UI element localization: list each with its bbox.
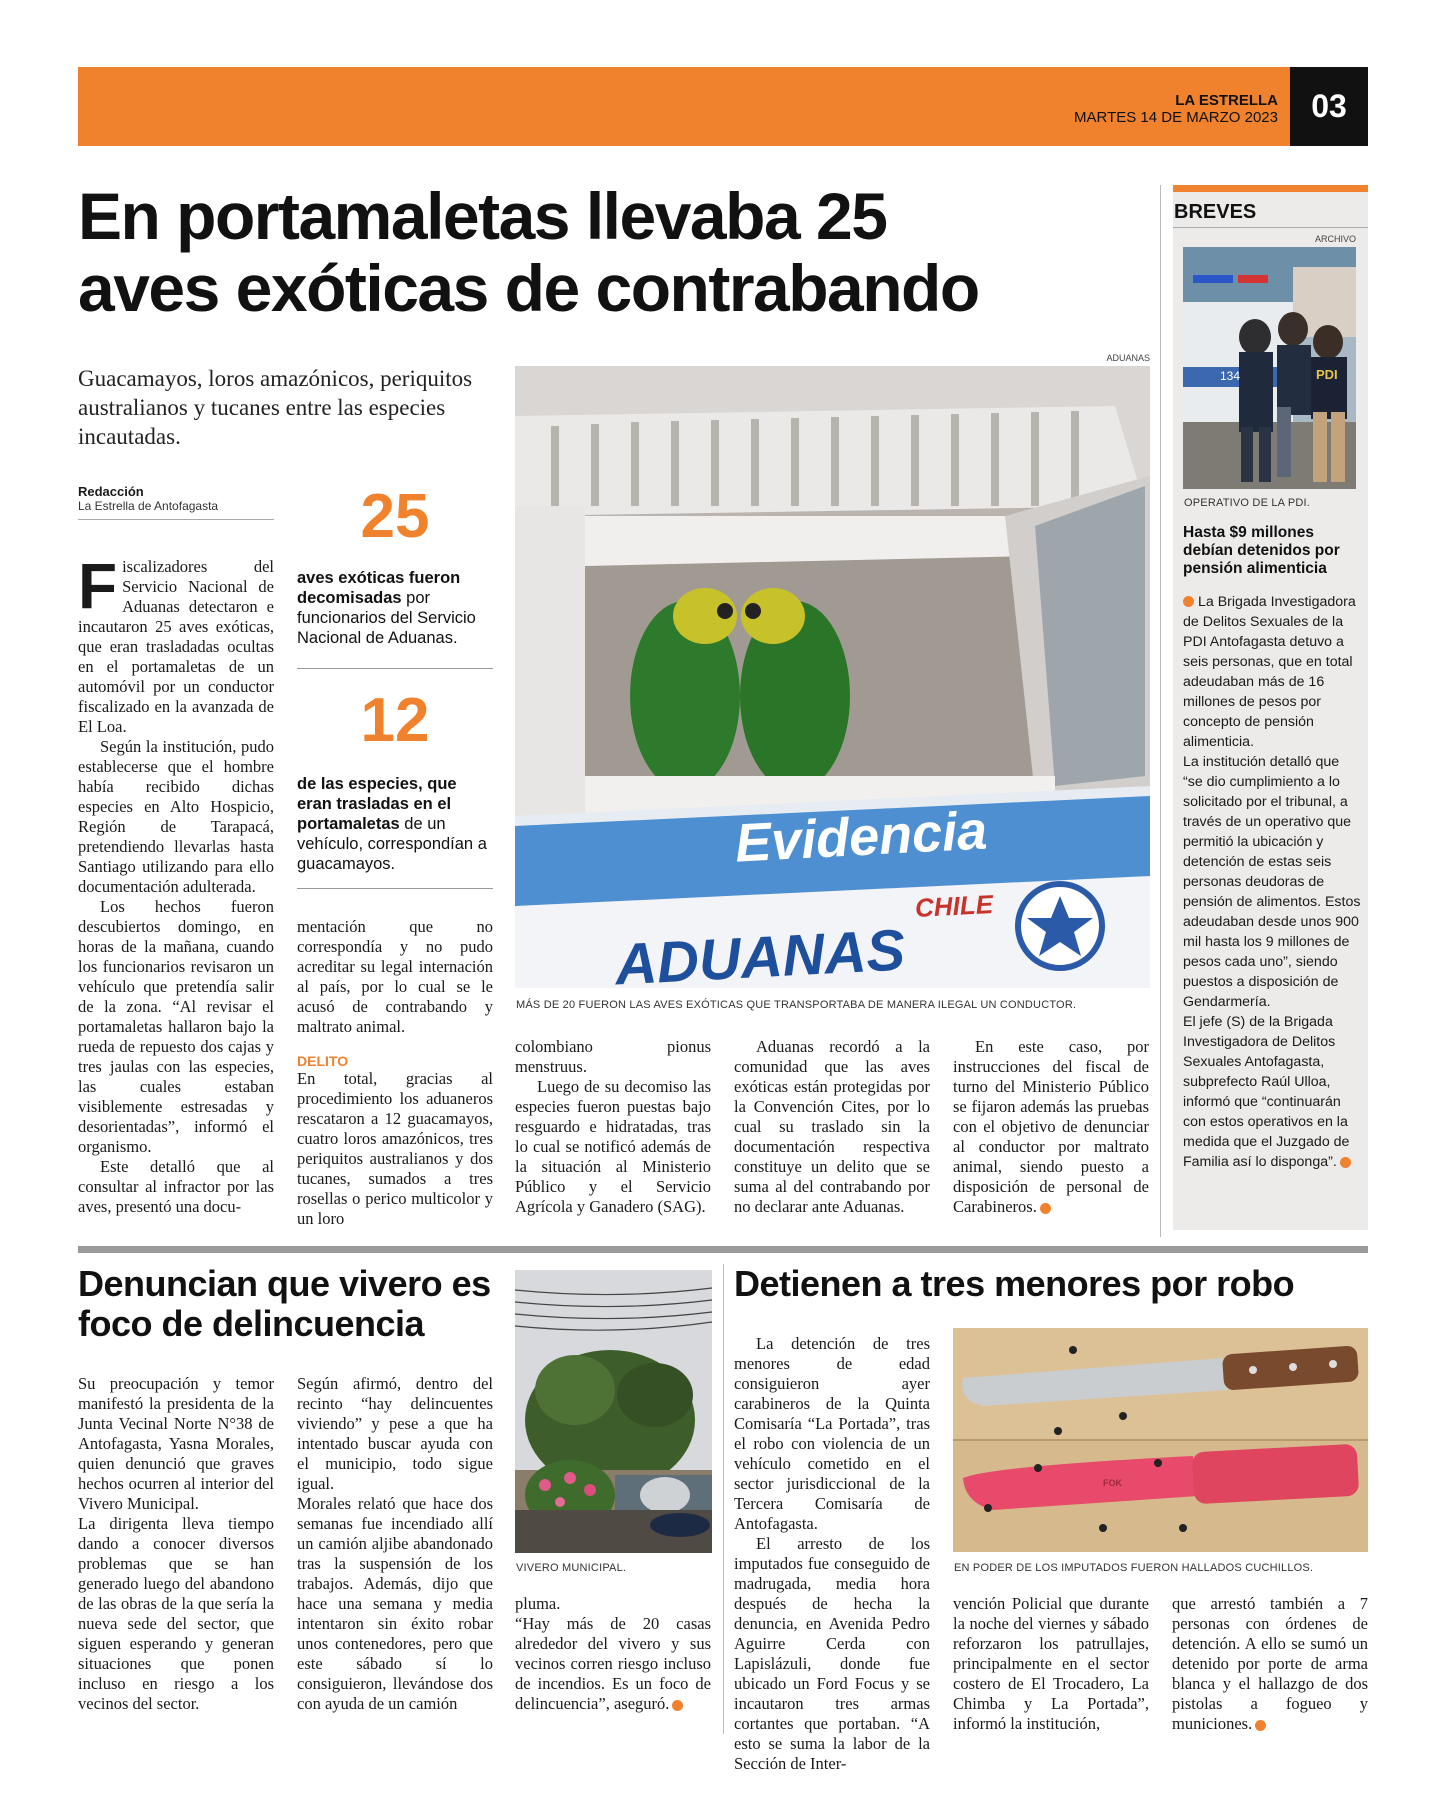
end-of-story-icon [1340,1157,1351,1168]
stat-number-1: 25 [360,482,430,551]
vivero-headline [78,1264,508,1344]
col5-paragraph [953,1037,1149,1217]
vivero-paragraph: Según afirmó, dentro del recinto “hay delincuentes viviendo” y pese a que ha intentado buscar ayuda con el municipio, todo sigue igual. [297,1374,493,1493]
publication-name: LA ESTRELLA [1175,92,1278,109]
breves-paragraph: La institución detalló que “se dio cumplimiento a lo solicitado por el tribunal, a través de un operativo que permitió la ubicación y detención de estas seis personas deudoras de pensión de alimentos. Estos adeudaban desde unos 900 mil hasta los 9 millones de pesos cada uno”, siendo puestos a disposición de Gendarmería. [1183,754,1361,1010]
col2-paragraph: En total, gracias al procedimiento los aduaneros rescataron a 12 guacamayos, cuatro loros amazónicos, tres periquitos australianos y dos tucanes, sumados a tres rosellas o perico multicolor y un loro [297,1069,493,1228]
col1-paragraph: Este detalló que al consultar al infractor por las aves, presentó una docu- [78,1157,274,1216]
breves-headline: Hasta $9 millones debían detenidos por pensión alimenticia [1183,524,1340,577]
stat-rest-2: de un vehículo, correspondían a guacamayos. [297,815,487,873]
page-title [78,180,1128,324]
stat-number-2: 12 [360,686,430,755]
breves-p3: El jefe (S) de la Brigada Investigadora de Delitos Sexuales Antofagasta, subprefecto Raúl Ulloa, informó que “continuarán con estos operativos en la medida que el Juzgado de Familia así lo disponga”. [1183,1014,1350,1170]
headline-line-1: En portamaletas llevaba 25 [78,179,887,253]
main-body-col-3 [515,1037,711,1237]
breves-label-rule [1173,227,1368,228]
stat-divider-2 [297,888,493,889]
breves-photo-caption: OPERATIVO DE LA PDI. [1184,497,1311,509]
knives-photo-svg [953,1328,1368,1552]
breves-paragraph [1183,1012,1361,1172]
stat-divider-1 [297,668,493,669]
publication-date: MARTES 14 DE MARZO 2023 [1074,109,1278,126]
col1-paragraph: Los hechos fueron descubiertos domingo, en horas de la mañana, cuando los funcionarios revisaron un vehículo que pretendía salir de la zona. “Al revisar el portamaletas hallaron bajo la rueda de repuesto dos cajas y tres jaulas con las especies, las cuales estaban visiblemente estresadas y desorientadas”, informó el organismo. [78,897,274,1156]
robo-col-1 [734,1334,930,1773]
byline-name: Redacción [78,484,144,499]
photo-credit: ADUANAS [1106,353,1150,363]
robo-paragraph: El arresto de los imputados fue conseguido de madrugada, media hora después de hecha la denuncia, en Avenida Pedro Aguirre Cerda con Lapislázuli, donde fue ubicado un Ford Focus y se incautaron tres armas cortantes que portaban. “A esto se suma la labor de la Sección de Inter- [734,1534,930,1773]
robo-paragraph: La detención de tres menores de edad consiguieron ayer carabineros de la Quinta Comisaría “La Portada”, tras el robo con violencia de un vehículo cometido en el sector jurisdiccional de la Tercera Comisaría de Antofagasta. [734,1334,930,1533]
end-of-story-icon [1040,1203,1051,1214]
delito-subhead: DELITO [297,1053,349,1069]
vivero-col-2 [297,1374,493,1739]
breves-paragraph [1183,592,1361,752]
pdi-vest-text: PDI [1316,367,1338,382]
stat-text-1 [297,568,493,648]
robo-col-2 [953,1594,1149,1739]
end-of-story-icon [672,1700,683,1711]
breves-label: BREVES [1174,201,1257,223]
parrots-photo [515,366,1150,998]
breves-photo-credit: ARCHIVO [1314,234,1356,244]
breves-p1: La Brigada Investigadora de Delitos Sexuales de la PDI Antofagasta detuvo a seis personas, que en total adeudaban más de 16 millones de pesos por concepto de pensión alimenticia. [1183,594,1356,750]
robo-paragraph [1172,1594,1368,1734]
vehicle-number-text: 134 [1220,369,1241,383]
robo-section-rule [723,1264,724,1734]
header-band [78,67,1290,146]
vivero-paragraph: Morales relató que hace dos semanas fue incendiado allí un camión aljibe abandonado tras la suspensión de los trabajos. Además, dijo que hace una semana y media intentaron sin éxito robar unos contenedores, pero que este sábado sí lo consiguieron, llevándose dos con ayuda de un camión [297,1494,493,1713]
vivero-headline-line-2: foco de delincuencia [78,1303,425,1344]
end-of-story-icon [1255,1720,1266,1731]
byline-outlet: La Estrella de Antofagasta [78,499,219,513]
sidebar-rule [1160,185,1161,1237]
robo-paragraph: vención Policial que durante la noche del viernes y sábado reforzaron los patrullajes, principalmente en el sector costero de El Trocadero, La Chimba y La Portada”, informó la institución, [953,1594,1149,1733]
vivero-paragraph: pluma. [515,1594,561,1613]
vivero-headline-line-1: Denuncian que vivero es [78,1263,491,1304]
robo-headline: Detienen a tres menores por robo [734,1263,1295,1304]
col3-paragraph: Luego de su decomiso las especies fueron puestas bajo resguardo e hidratadas, tras lo cual se notificó además de la situación al Ministerio Público y el Servicio Agrícola y Ganadero (SAG). [515,1077,711,1216]
vivero-photo-svg [515,1270,712,1553]
col5-text: En este caso, por instrucciones del fiscal de turno del Ministerio Público se fijaron además las pruebas con el objetivo de denunciar al conductor por maltrato animal, siendo puesto a disposición de personal de Carabineros. [953,1037,1149,1216]
knives-photo-caption: EN PODER DE LOS IMPUTADOS FUERON HALLADOS CUCHILLOS. [954,1562,1314,1574]
stat-bold-1: aves exóticas fueron decomisadas [297,569,461,607]
section-divider [78,1246,1368,1253]
vivero-photo-caption: VIVERO MUNICIPAL. [516,1562,627,1574]
byline [78,484,274,520]
col1-paragraph: Según la institución, pudo establecerse que el hombre había recibido dichas especies en Alto Hospicio, Región de Tarapacá, pretendiendo llevarlas hasta Santiago utilizando para ello documentación adulterada. [78,737,274,896]
breves-body [1183,592,1361,1172]
col4-paragraph: Aduanas recordó a la comunidad que las aves exóticas están protegidas por la Convención Cites, por lo cual su traslado sin la documentación respectiva constituye un delito que se suma al del contrabando por no declarar ante Aduanas. [734,1037,930,1216]
page-number-box [1290,67,1368,146]
stat-box-2 [297,688,493,874]
story-deck: Guacamayos, loros amazónicos, periquitos australianos y tucanes entre las especies incautadas. [78,366,473,449]
vivero-photo [515,1270,712,1553]
col2-paragraph: mentación que no correspondía y no pudo acreditar su legal internación al país, por lo cual se le acusó de contrabando y maltrato animal. [297,917,493,1036]
knife-brand-text: FOK [1103,1478,1122,1488]
aduanas-sign-text: ADUANAS [613,917,907,998]
col3-paragraph: colombiano pionus menstruus. [515,1037,711,1076]
page-number: 03 [1311,88,1347,124]
stat-box-1 [297,484,493,648]
main-body-col-5 [953,1037,1149,1237]
vivero-paragraph: La dirigenta lleva tiempo dando a conocer diversos problemas que se han generado luego del abandono de las obras de la que sería la nueva sede del sector, que siguen esperando y generan situaciones que ponen incluso en riesgo a los vecinos del sector. [78,1514,274,1713]
vivero-paragraph: Su preocupación y temor manifestó la presidenta de la Junta Vecinal Norte N°38 de Antofagasta, Yasna Morales, quien denunció que graves hechos ocurren al interior del Vivero Municipal. [78,1374,274,1513]
stat-text-2 [297,774,493,874]
pdi-photo [1183,247,1356,489]
parrots-photo-svg [515,366,1150,988]
chile-sign-text: CHILE [914,888,994,924]
knives-photo [953,1328,1368,1552]
stat-rest-1: por funcionarios del Servicio Nacional de Aduanas. [297,589,476,647]
breves-top-bar [1173,185,1368,192]
main-photo-caption: MÁS DE 20 FUERON LAS AVES EXÓTICAS QUE TRANSPORTABA DE MANERA ILEGAL UN CONDUCTOR. [516,999,1077,1011]
bullet-icon [1183,596,1194,607]
col1-paragraph: iscalizadores del Servicio Nacional de Aduanas detectaron e incautaron 25 aves exóticas, que eran trasladadas ocultas en el portamaletas de un automóvil por un conductor fiscalizado en la avanzada de El Loa. [78,557,274,736]
vivero-col-1 [78,1374,274,1739]
vivero-col-3 [515,1594,711,1739]
stat-bold-2: de las especies, que eran trasladas en el portamaletas [297,775,457,833]
robo-col-3 [1172,1594,1368,1739]
vivero-paragraph [515,1614,711,1714]
headline-line-2: aves exóticas de contrabando [78,251,979,325]
dropcap: F [78,550,118,622]
main-body-col-2 [297,917,493,1237]
main-body-col-4 [734,1037,930,1237]
vivero-col3-text: “Hay más de 20 casas alrededor del vivero y sus vecinos corren riesgo incluso de incendios. Es un foco de delincuencia”, aseguró. [515,1614,711,1713]
robo-col3-text: que arrestó también a 7 personas con órdenes de detención. A ello se sumó un detenido por porte de arma blanca y el hallazgo de dos pistolas a fogueo y municiones. [1172,1594,1368,1733]
evidence-sign-text: Evidencia [733,800,989,874]
main-body-col-1 [78,550,274,1237]
